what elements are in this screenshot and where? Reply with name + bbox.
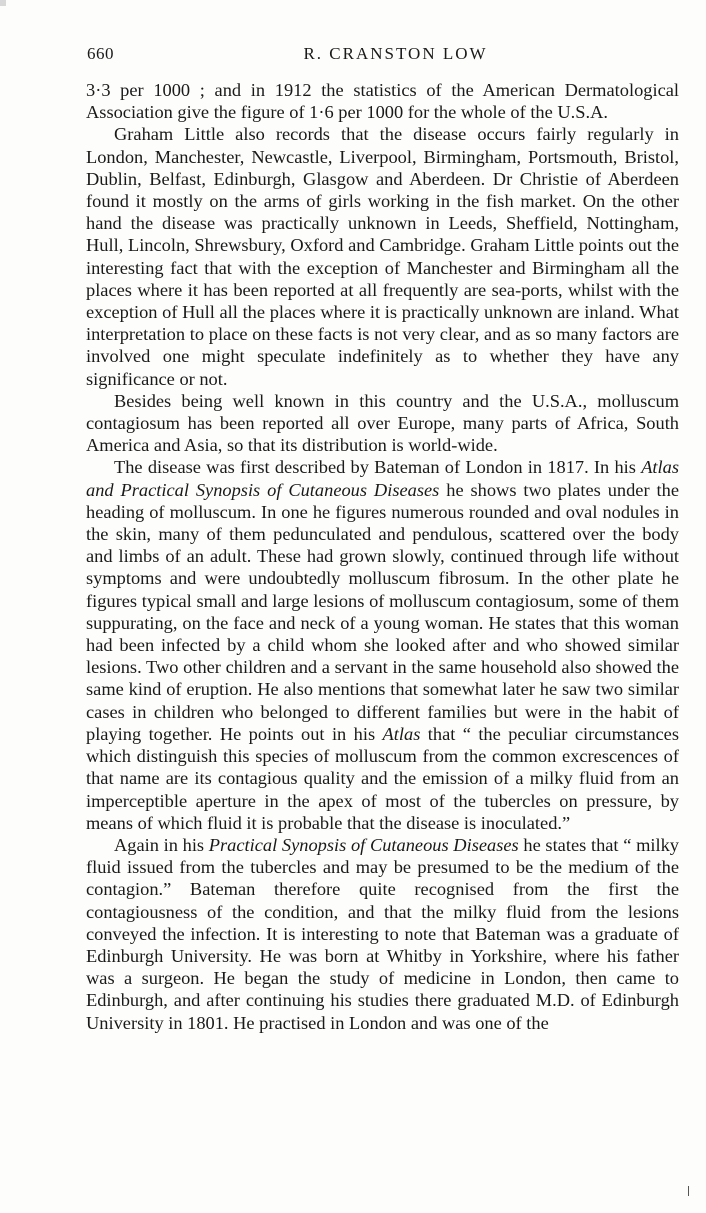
text-run: 3·3 per 1000 ; and in 1912 the statistics of the American Dermatological Association give the figure of 1·6 per 1000 for the whole of the U.S.A. — [86, 80, 679, 123]
text-run: he shows two plates under the heading of molluscum. In one he figures numerous rounded and oval nodules in the skin, many of them pedunculated and pendulous, scattered over the body and limbs of an adult. These had grown slowly, continued through life without symptoms and were undoubtedly molluscum fibrosum. In the other plate he figures typical small and large lesions of molluscum contagiosum, some of them suppurating, on the face and neck of a young woman. He states that this woman had been infected by a child whom she looked after and who showed similar lesions. Two other children and a servant in the same household also showed the same kind of eruption. He also mentions that somewhat later he saw two similar cases in children who belonged to different families but were in the habit of playing together. He points out in his — [86, 479, 679, 744]
paragraph — [86, 456, 679, 833]
running-title: R. CRANSTON LOW — [303, 44, 488, 63]
body-text — [86, 79, 679, 1034]
italic-title: Atlas and Practical Synopsis of Cutaneous Diseases — [86, 457, 679, 500]
text-run: Besides being well known in this country and the U.S.A., molluscum contagiosum has been reported all over Europe, many parts of Africa, South America and Asia, so that its distribution is world-wide. — [86, 390, 679, 456]
italic-title: Practical Synopsis of Cutaneous Diseases — [208, 834, 519, 855]
running-head — [87, 44, 680, 66]
text-run: Graham Little also records that the disease occurs fairly regularly in London, Manchester, Newcastle, Liverpool, Birmingham, Portsmouth, Bristol, Dublin, Belfast, Edinburgh, Glasgow and Aberdeen. Dr Christie of Aberdeen found it mostly on the arms of girls working in the fish market. On the other hand the disease was practically unknown in Leeds, Sheffield, Nottingham, Hull, Lincoln, Shrewsbury, Oxford and Cambridge. Graham Little points out the interesting fact that with the exception of Manchester and Birmingham all the places where it has been reported at all frequently are sea-ports, whilst with the exception of Hull all the places where it is practically unknown are inland. What interpretation to place on these facts is not very clear, and as so many factors are involved one might speculate indefinitely as to whether they have any significance or not. — [86, 124, 679, 389]
text-run: that “ the peculiar circumstances which distinguish this species of molluscum from the common excrescences of that name are its contagious quality and the emission of a milky fluid from an imperceptible aperture in the apex of most of the tubercles on pressure, by means of which fluid it is probable that the disease is inoculated.” — [86, 723, 679, 833]
paragraph — [86, 123, 679, 389]
paragraph — [86, 79, 679, 123]
paragraph — [86, 390, 679, 457]
margin-mark — [688, 1186, 689, 1196]
scan-corner-mark — [0, 0, 6, 6]
page-number: 660 — [87, 44, 114, 63]
italic-title: Atlas — [382, 723, 421, 744]
text-run: Again in his — [114, 834, 209, 855]
paragraph — [86, 834, 679, 1034]
text-run: The disease was first described by Bateman of London in 1817. In his — [114, 457, 642, 478]
text-run: he states that “ milky fluid issued from the tubercles and may be presumed to be the medium of the contagion.” Bateman therefore quite recognised from the first the contagiousness of the condition, and that the milky fluid from the lesions conveyed the infection. It is interesting to note that Bateman was a graduate of Edinburgh University. He was born at Whitby in Yorkshire, where his father was a surgeon. He began the study of medicine in London, then came to Edinburgh, and after continuing his studies there graduated M.D. of Edinburgh University in 1801. He practised in London and was one of the — [86, 834, 679, 1033]
